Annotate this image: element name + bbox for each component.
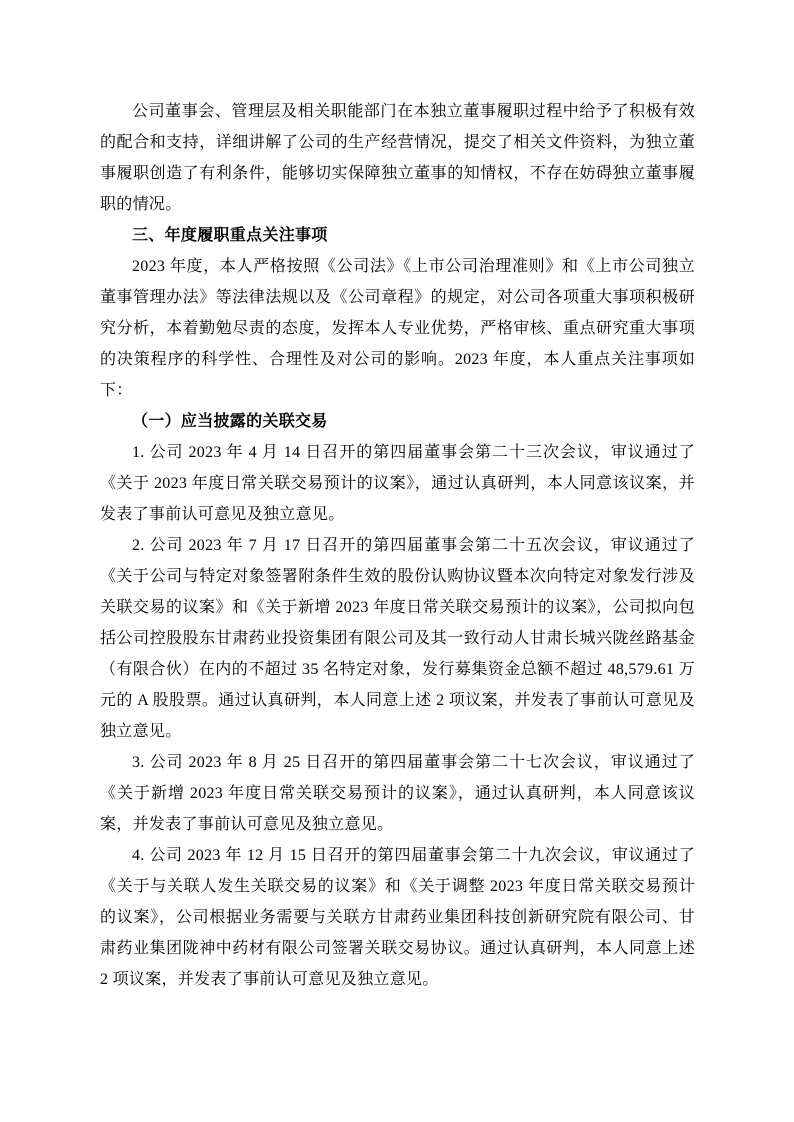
paragraph-item-3: 3. 公司 2023 年 8 月 25 日召开的第四届董事会第二十七次会议，审议通过了《关于新增 2023 年度日常关联交易预计的议案》，通过认真研判，本人同意该议案，并发表了事前认可意见及独立意见。 <box>100 754 695 833</box>
paragraph-item-2: 2. 公司 2023 年 7 月 17 日召开的第四届董事会第二十五次会议，审议通过了《关于公司与特定对象签署附条件生效的股份认购协议暨本次向特定对象发行涉及关联交易的议案》和《关于新增 2023 年度日常关联交易预计的议案》，公司拟向包括公司控股股东甘肃药业投资集团有限公司及其一致行动人甘肃长城兴陇丝路基金（有限合伙）在内的不超过 35 名特定对象，发行募集资金总额不超过 48,579.61 万元的 A 股股票。通过认真研判，本人同意上述 2 项议案，并发表了事前认可意见及独立意见。 <box>100 537 695 740</box>
document-body <box>100 96 695 995</box>
subsection-heading-related-transactions: （一）应当披露的关联交易 <box>132 413 328 430</box>
paragraph-duty-overview: 2023 年度，本人严格按照《公司法》《上市公司治理准则》和《上市公司独立董事管理办法》等法律法规以及《公司章程》的规定，对公司各项重大事项积极研究分析，本着勤勉尽责的态度，发挥本人专业优势，严格审核、重点研究重大事项的决策程序的科学性、合理性及对公司的影响。2023 年度，本人重点关注事项如下： <box>100 258 695 399</box>
paragraph-cooperation-statement: 公司董事会、管理层及相关职能部门在本独立董事履职过程中给予了积极有效的配合和支持，详细讲解了公司的生产经营情况，提交了相关文件资料，为独立董事履职创造了有利条件，能够切实保障独立董事的知情权，不存在妨碍独立董事履职的情况。 <box>100 103 695 213</box>
section-heading-annual-duty-focus: 三、年度履职重点关注事项 <box>132 227 328 244</box>
paragraph-item-4: 4. 公司 2023 年 12 月 15 日召开的第四届董事会第二十九次会议，审议通过了《关于与关联人发生关联交易的议案》和《关于调整 2023 年度日常关联交易预计的议案》，公司根据业务需要与关联方甘肃药业集团科技创新研究院有限公司、甘肃药业集团陇神中药材有限公司签署关联交易协议。通过认真研判，本人同意上述 2 项议案，并发表了事前认可意见及独立意见。 <box>100 847 695 988</box>
paragraph-item-1: 1. 公司 2023 年 4 月 14 日召开的第四届董事会第二十三次会议，审议通过了《关于 2023 年度日常关联交易预计的议案》，通过认真研判，本人同意该议案，并发表了事前认可意见及独立意见。 <box>100 444 695 523</box>
